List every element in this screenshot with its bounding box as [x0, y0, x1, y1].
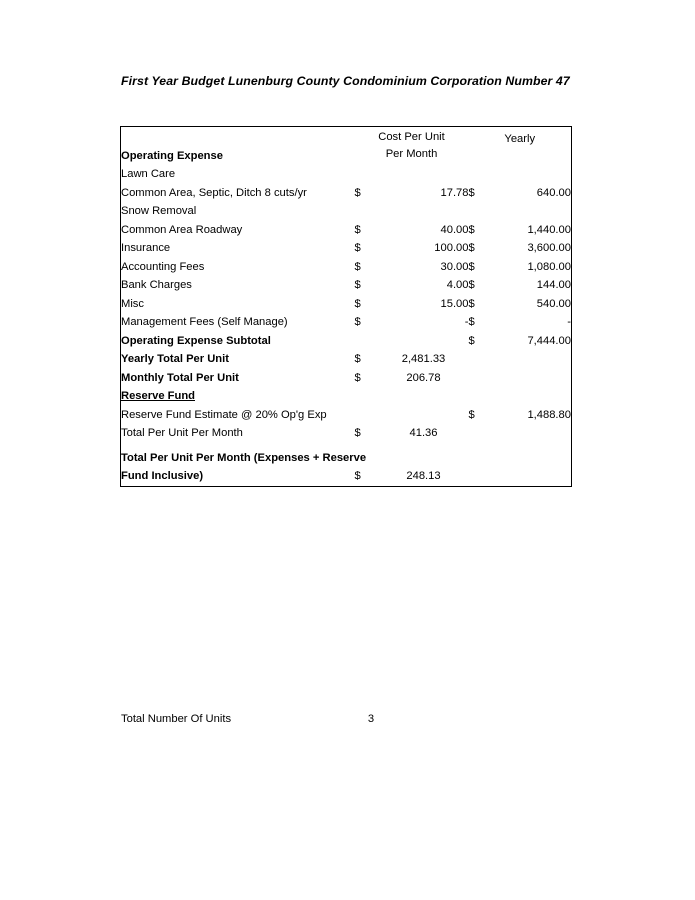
row-monthly-value: 2,481.33 — [401, 353, 446, 365]
row-monthly-symbol: $ — [354, 186, 361, 199]
table-header-row — [121, 127, 572, 166]
row-label-grand-total — [121, 443, 367, 487]
row-yearly-value — [493, 350, 572, 369]
table-row — [121, 276, 572, 295]
row-yearly-symbol: $ — [468, 260, 475, 273]
table-row — [121, 424, 572, 443]
row-yearly-value — [493, 443, 572, 487]
row-monthly-value: 206.78 — [406, 371, 441, 384]
header-cost-per-unit-line2: Per Month — [385, 148, 438, 160]
row-monthly-symbol: $ — [354, 260, 361, 273]
row-monthly-value: 100.00 — [434, 242, 469, 254]
row-label-bank-charges: Bank Charges — [121, 279, 192, 291]
row-monthly-symbol: $ — [354, 316, 361, 328]
row-monthly-symbol: $ — [354, 371, 361, 384]
row-monthly-value: - — [464, 316, 469, 328]
row-label-yearly-total-per-unit: Yearly Total Per Unit — [121, 353, 229, 365]
row-yearly-value — [493, 369, 572, 388]
row-yearly-symbol — [469, 424, 493, 443]
reserve-fund-heading-text: Reserve Fund — [121, 390, 195, 402]
row-yearly-value: 144.00 — [536, 279, 571, 291]
row-label-reserve-fund-estimate: Reserve Fund Estimate @ 20% Op'g Exp — [121, 408, 327, 421]
table-row — [121, 165, 572, 202]
table-row — [121, 406, 572, 425]
header-operating-expense: Operating Expense — [121, 150, 223, 162]
row-yearly-symbol: $ — [468, 223, 475, 236]
row-label-line1: Total Per Unit Per Month (Expenses + Reserve — [121, 451, 367, 464]
table-row-grand-total — [121, 443, 572, 487]
row-monthly-value: 248.13 — [406, 470, 441, 482]
row-label-insurance: Insurance — [121, 242, 171, 254]
row-monthly-value — [379, 332, 469, 351]
row-monthly-symbol: $ — [354, 223, 361, 236]
total-units-value: 3 — [367, 713, 375, 725]
row-yearly-symbol — [469, 350, 493, 369]
budget-table — [120, 126, 572, 487]
table-row-monthly-total — [121, 369, 572, 388]
row-label-lawn-care — [121, 165, 355, 202]
row-monthly-value — [379, 406, 469, 425]
row-label-misc: Misc — [121, 297, 144, 310]
row-yearly-value: 540.00 — [536, 297, 571, 310]
row-yearly-value: 7,444.00 — [527, 334, 571, 347]
row-monthly-value: 41.36 — [409, 427, 438, 439]
table-row — [121, 202, 572, 239]
header-cost-per-unit — [355, 127, 469, 166]
row-monthly-symbol: $ — [354, 353, 361, 365]
row-yearly-symbol — [469, 387, 493, 406]
row-monthly-symbol: $ — [354, 470, 361, 482]
row-label-monthly-total-per-unit: Monthly Total Per Unit — [121, 371, 239, 384]
table-row-subtotal — [121, 332, 572, 351]
row-yearly-value: 1,080.00 — [527, 260, 571, 273]
row-label-reserve-fund — [121, 387, 355, 406]
row-monthly-value: 15.00 — [440, 297, 469, 310]
table-row — [121, 313, 572, 332]
row-monthly-symbol: $ — [354, 242, 361, 254]
row-yearly-symbol: $ — [468, 297, 475, 310]
row-yearly-value: - — [567, 316, 571, 328]
header-yearly-cell — [469, 127, 572, 166]
row-label-operating-expense-subtotal: Operating Expense Subtotal — [121, 334, 271, 347]
row-label-line1: Lawn Care — [121, 168, 176, 180]
row-monthly-value — [379, 387, 469, 406]
row-monthly-value: 4.00 — [446, 279, 469, 291]
row-yearly-value: 3,600.00 — [527, 242, 571, 254]
row-yearly-symbol — [469, 369, 493, 388]
table-row — [121, 258, 572, 277]
table-row-reserve-fund-heading — [121, 387, 572, 406]
row-yearly-symbol: $ — [468, 186, 475, 199]
row-label-management-fees: Management Fees (Self Manage) — [121, 316, 288, 328]
row-yearly-symbol: $ — [468, 316, 475, 328]
row-yearly-value — [493, 387, 572, 406]
row-yearly-value: 1,488.80 — [527, 408, 571, 421]
row-label-total-per-unit-per-month: Total Per Unit Per Month — [121, 427, 243, 439]
row-yearly-value: 1,440.00 — [527, 223, 571, 236]
row-monthly-symbol: $ — [354, 297, 361, 310]
table-row — [121, 295, 572, 314]
table-row-yearly-total — [121, 350, 572, 369]
row-label-line2: Fund Inclusive) — [121, 470, 204, 482]
row-monthly-symbol — [355, 406, 379, 425]
row-label-snow-removal — [121, 202, 355, 239]
row-yearly-value — [493, 424, 572, 443]
row-yearly-value: 640.00 — [536, 186, 571, 199]
row-monthly-value: 30.00 — [440, 260, 469, 273]
row-yearly-symbol: $ — [468, 279, 475, 291]
row-monthly-value: 17.78 — [440, 186, 469, 199]
row-yearly-symbol: $ — [468, 334, 475, 347]
row-label-line2: Common Area, Septic, Ditch 8 cuts/yr — [121, 186, 307, 199]
total-units-row — [121, 713, 572, 725]
row-monthly-symbol: $ — [354, 427, 361, 439]
row-yearly-symbol: $ — [468, 242, 475, 254]
row-monthly-symbol — [355, 387, 379, 406]
row-label-line1: Snow Removal — [121, 205, 197, 217]
row-monthly-symbol: $ — [354, 279, 361, 291]
page-title: First Year Budget Lunenburg County Condominium Corporation Number 47 — [121, 74, 570, 88]
row-label-accounting-fees: Accounting Fees — [121, 260, 205, 273]
header-yearly: Yearly — [504, 133, 536, 145]
row-monthly-symbol — [355, 332, 379, 351]
table-row — [121, 239, 572, 258]
total-units-label: Total Number Of Units — [121, 713, 232, 725]
row-label-line2: Common Area Roadway — [121, 223, 243, 236]
row-yearly-symbol — [469, 443, 493, 487]
header-cost-per-unit-line1: Cost Per Unit — [378, 131, 445, 143]
row-monthly-value: 40.00 — [440, 223, 469, 236]
row-yearly-symbol: $ — [468, 408, 475, 421]
